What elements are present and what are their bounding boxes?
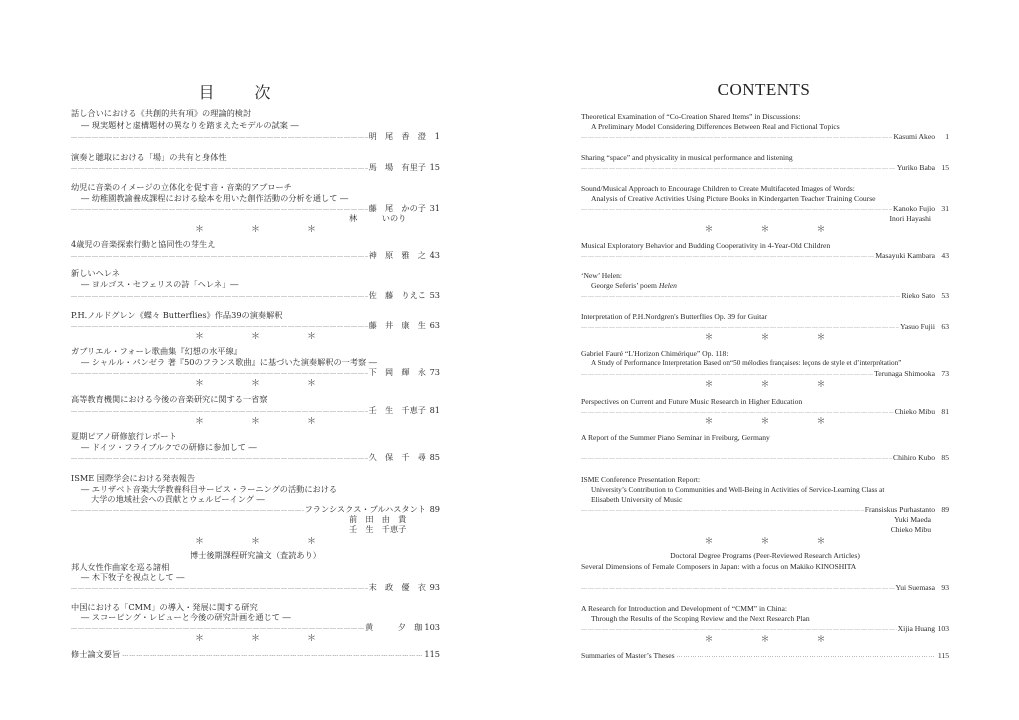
toc-entry-leader: [581, 250, 949, 261]
toc-author: 佐 藤 りえこ: [368, 290, 426, 300]
toc-entry-leader: [581, 368, 949, 379]
toc-subtitle: ― スコーピング・レビューと今後の研究計画を通じて ―: [81, 612, 291, 622]
toc-subtitle: ― ドイツ・フライブルクでの研修に参加して ―: [81, 442, 257, 452]
dot-leader: [677, 651, 935, 661]
star-glyph: ＊: [250, 537, 260, 547]
star-glyph: ＊: [194, 332, 204, 342]
toc-title[interactable]: Sound/Musical Approach to Encourage Children to Create Multifaceted Images of Words:: [581, 184, 855, 193]
section-separator: [71, 378, 440, 390]
star-glyph: ＊: [250, 634, 260, 644]
toc-subtitle: Through the Results of the Scoping Review and the Next Research Plan: [591, 614, 810, 623]
toc-subtitle: ― ヨルゴス・セフェリスの詩「ヘレネ」―: [81, 279, 239, 289]
toc-author-second: 前 田 由 貴: [349, 514, 407, 524]
toc-author: 藤 井 康 生: [368, 320, 426, 330]
toc-page-number: 89: [429, 504, 440, 514]
toc-title[interactable]: 高等教育機関における今後の音楽研究に関する一省察: [71, 394, 268, 404]
star-glyph: ＊: [306, 225, 316, 235]
section-separator: [581, 379, 949, 391]
toc-title: 修士論文要旨: [71, 649, 121, 659]
toc-author: Yuriko Baba: [896, 163, 935, 172]
toc-entry-leader: [71, 582, 440, 593]
dot-leader: [71, 321, 368, 331]
star-glyph: ＊: [306, 379, 316, 389]
toc-author: 久 保 千 尋: [368, 452, 426, 462]
toc-author: Yui Suemasa: [895, 583, 935, 592]
toc-entry-leader: [581, 452, 949, 463]
star-glyph: ＊: [816, 225, 826, 235]
toc-title[interactable]: ガブリエル・フォーレ歌曲集『幻想の水平線』: [71, 346, 242, 356]
toc-entry-leader[interactable]: [71, 649, 440, 660]
japanese-contents-page: [0, 0, 509, 720]
toc-title[interactable]: ‘New’ Helen:: [581, 271, 622, 280]
dot-leader: [581, 251, 874, 261]
toc-page-number: 115: [937, 651, 949, 660]
toc-entry-leader: [581, 321, 949, 332]
dot-leader: [581, 163, 896, 173]
toc-author: Kanoko Fujio: [893, 204, 935, 213]
star-glyph: ＊: [194, 537, 204, 547]
section-separator: [71, 331, 440, 343]
section-separator: [581, 224, 949, 236]
toc-title[interactable]: Sharing “space” and physicality in musical performance and listening: [581, 153, 793, 162]
toc-page-number: 93: [941, 583, 949, 592]
toc-title[interactable]: 夏期ピアノ研修旅行レポート: [71, 431, 177, 441]
toc-page-number: 81: [941, 407, 949, 416]
toc-page-number: 43: [429, 250, 440, 260]
dot-leader: [71, 204, 368, 214]
star-glyph: ＊: [760, 380, 770, 390]
section-separator: [581, 634, 949, 646]
toc-page-number: 63: [429, 320, 440, 330]
toc-author-third: Chieko Mibu: [890, 525, 931, 534]
toc-author: Chihiro Kubo: [893, 453, 935, 462]
toc-subtitle: Analysis of Creative Activities Using Picture Books in Kindergarten Teacher Training Course: [591, 194, 876, 203]
dot-leader: [71, 291, 368, 301]
toc-page-number: 1: [945, 132, 949, 141]
star-glyph: ＊: [760, 417, 770, 427]
toc-author: 馬 場 有里子: [368, 162, 426, 172]
toc-title[interactable]: 邦人女性作曲家を巡る諸相: [71, 562, 170, 572]
section-separator: [71, 633, 440, 645]
section-separator: [581, 416, 949, 428]
star-glyph: ＊: [250, 417, 260, 427]
dot-leader: [122, 650, 422, 660]
dot-leader: [71, 406, 368, 416]
section-heading: 博士後期課程研究論文（査読あり）: [189, 550, 321, 560]
toc-page-number: 53: [429, 290, 440, 300]
toc-title[interactable]: Gabriel Fauré “L'Horizon Chimérique” Op. 118:: [581, 349, 729, 358]
toc-title[interactable]: P.H.ノルドグレン《蝶々 Butterflies》作品39の演奏解釈: [71, 310, 283, 320]
toc-author: 黄 夕 珈: [365, 622, 423, 632]
toc-title[interactable]: A Report of the Summer Piano Seminar in Freiburg, Germany: [581, 433, 770, 442]
toc-entry-leader: [581, 623, 949, 634]
toc-page-number: 15: [429, 162, 440, 172]
star-glyph: ＊: [760, 537, 770, 547]
star-glyph: ＊: [704, 380, 714, 390]
star-glyph: ＊: [194, 417, 204, 427]
toc-page-number: 73: [941, 369, 949, 378]
toc-subtitle: ― エリザベト音楽大学教養科目サービス・ラーニングの活動における: [81, 484, 338, 494]
dot-leader: [581, 624, 897, 634]
toc-author: 神 原 雅 之: [368, 250, 426, 260]
section-separator: [71, 416, 440, 428]
star-glyph: ＊: [816, 333, 826, 343]
star-glyph: ＊: [704, 225, 714, 235]
toc-subtitle-continued: 大学の地域社会への貢献とウェルビーイング ―: [91, 494, 265, 504]
toc-title[interactable]: Theoretical Examination of “Co-Creation Shared Items” in Discussions:: [581, 112, 801, 121]
toc-author: 壬 生 千恵子: [368, 405, 426, 415]
section-separator: [581, 332, 949, 344]
dot-leader: [581, 132, 892, 142]
dot-leader: [581, 322, 899, 332]
toc-subtitle: ― 現実題材と虚構題材の異なりを踏まえたモデルの試案 ―: [81, 120, 299, 130]
toc-title[interactable]: Several Dimensions of Female Composers in Japan: with a focus on Makiko KINOSHITA: [581, 562, 857, 571]
toc-author: Terunaga Shimooka: [874, 369, 935, 378]
dot-leader: [71, 505, 304, 515]
page-title: 目次: [198, 83, 311, 102]
toc-entry-leader[interactable]: [581, 650, 949, 661]
toc-entry-leader: [71, 367, 440, 378]
star-glyph: ＊: [250, 332, 260, 342]
toc-title[interactable]: Interpretation of P.H.Nordgren's Butterflies Op. 39 for Guitar: [581, 312, 768, 321]
toc-entry-leader: [71, 290, 440, 301]
toc-page-number: 31: [429, 203, 440, 213]
toc-entry-leader: [581, 131, 949, 142]
toc-author-second: 林 いのり: [349, 213, 407, 223]
toc-author: Rieko Sato: [901, 291, 935, 300]
toc-title[interactable]: ISME 国際学会における発表報告: [71, 473, 196, 483]
dot-leader: [71, 163, 368, 173]
toc-subtitle: ― 木下牧子を視点として ―: [81, 572, 185, 582]
toc-page-number: 93: [429, 582, 440, 592]
star-glyph: ＊: [816, 417, 826, 427]
dot-leader: [581, 291, 900, 301]
star-glyph: ＊: [704, 537, 714, 547]
toc-entry-leader: [581, 582, 949, 593]
toc-page-number: 63: [941, 322, 949, 331]
toc-title[interactable]: Perspectives on Current and Future Music Research in Higher Education: [581, 397, 803, 406]
star-glyph: ＊: [816, 380, 826, 390]
star-glyph: ＊: [306, 332, 316, 342]
toc-page-number: 85: [941, 453, 949, 462]
toc-author: 下 岡 輝 永: [368, 367, 426, 377]
toc-title[interactable]: 話し合いにおける《共創的共有項》の理論的検討: [71, 108, 252, 118]
toc-page-number: 89: [941, 505, 949, 514]
toc-entry-leader: [71, 622, 440, 633]
toc-page-number: 85: [429, 452, 440, 462]
toc-entry-leader: [71, 452, 440, 463]
toc-entry-leader: [71, 131, 440, 142]
toc-subtitle: A Study of Performance Interpretation Based on“50 mélodies françaises: leçons de style et d’interprétation”: [591, 359, 902, 367]
toc-page-number: 31: [941, 204, 949, 213]
toc-author: 明 尾 香 澄: [368, 131, 426, 141]
toc-subtitle: A Preliminary Model Considering Differences Between Real and Fictional Topics: [591, 122, 840, 131]
star-glyph: ＊: [194, 225, 204, 235]
dot-leader: [581, 453, 892, 463]
star-glyph: ＊: [760, 333, 770, 343]
toc-subtitle: ― シャルル・パンゼラ 著『50のフランス歌曲』に基づいた演奏解釈の一考察 ―: [81, 357, 377, 367]
toc-title: Summaries of Master’s Theses: [581, 651, 675, 660]
toc-entry-leader: [581, 290, 949, 301]
toc-entry-leader: [71, 405, 440, 416]
toc-entry-leader: [71, 162, 440, 173]
toc-author: 藤 尾 かの子: [368, 203, 426, 213]
star-glyph: ＊: [704, 417, 714, 427]
english-contents-page: [509, 0, 1019, 720]
star-glyph: ＊: [306, 417, 316, 427]
toc-page-number: 115: [424, 649, 440, 659]
section-heading: Doctoral Degree Programs (Peer-Reviewed Research Articles): [670, 551, 860, 560]
toc-subtitle-continued: Elisabeth University of Music: [591, 495, 683, 504]
star-glyph: ＊: [194, 379, 204, 389]
star-glyph: ＊: [760, 635, 770, 645]
toc-entry-leader: [71, 320, 440, 331]
toc-page-number: 81: [429, 405, 440, 415]
toc-author: Fransiskus Purhastanto: [864, 505, 935, 514]
toc-author-second: Yuki Maeda: [894, 515, 931, 524]
star-glyph: ＊: [704, 635, 714, 645]
star-glyph: ＊: [816, 537, 826, 547]
star-glyph: ＊: [250, 379, 260, 389]
toc-author-second: Inori Hayashi: [889, 214, 931, 223]
dot-leader: [581, 369, 873, 379]
dot-leader: [71, 623, 364, 633]
toc-page-number: 103: [937, 624, 949, 633]
toc-author: Chieko Mibu: [894, 407, 935, 416]
toc-author: 末 政 優 衣: [368, 582, 426, 592]
toc-page-number: 53: [941, 291, 949, 300]
dot-leader: [581, 583, 895, 593]
toc-page-number: 103: [424, 622, 440, 632]
toc-subtitle-text: George Seferis’ poem: [591, 281, 657, 290]
toc-page-number: 43: [941, 251, 949, 260]
star-glyph: ＊: [250, 225, 260, 235]
star-glyph: ＊: [306, 634, 316, 644]
dot-leader: [71, 132, 368, 142]
toc-title[interactable]: 演奏と聴取における「場」の共有と身体性: [71, 152, 227, 162]
section-separator: [71, 536, 440, 548]
toc-author: Masayuki Kambara: [875, 251, 935, 260]
toc-subtitle: ― 幼稚園教諭養成課程における絵本を用いた創作活動の分析を通して ―: [81, 193, 349, 203]
toc-page-number: 15: [941, 163, 949, 172]
page-title: CONTENTS: [717, 80, 811, 99]
star-glyph: ＊: [194, 634, 204, 644]
dot-leader: [71, 368, 368, 378]
dot-leader: [71, 453, 368, 463]
star-glyph: ＊: [760, 225, 770, 235]
toc-author: フランシスクス・プルハスタント: [304, 504, 426, 514]
toc-title[interactable]: Musical Exploratory Behavior and Budding Cooperativity in 4-Year-Old Children: [581, 241, 831, 250]
toc-author-third: 壬 生 千恵子: [349, 524, 407, 534]
toc-title[interactable]: 4歳児の音楽探索行動と協同性の芽生え: [71, 239, 216, 249]
toc-title[interactable]: A Research for Introduction and Development of “CMM” in China:: [581, 604, 788, 613]
star-glyph: ＊: [816, 635, 826, 645]
toc-subtitle-italic: Helen: [658, 281, 677, 290]
section-separator: [581, 536, 949, 548]
star-glyph: ＊: [704, 333, 714, 343]
toc-page-number: 1: [434, 131, 440, 141]
toc-entry-leader: [71, 250, 440, 261]
dot-leader: [71, 583, 368, 593]
toc-author: Xijia Huang: [897, 624, 935, 633]
dot-leader: [71, 251, 368, 261]
star-glyph: ＊: [306, 537, 316, 547]
toc-title[interactable]: 新しいヘレネ: [71, 268, 120, 278]
toc-entry-leader: [581, 162, 949, 173]
toc-page-number: 73: [429, 367, 440, 377]
toc-title[interactable]: 中国における「CMM」の導入・発展に関する研究: [71, 602, 258, 612]
toc-title[interactable]: ISME Conference Presentation Report:: [581, 475, 701, 484]
section-separator: [71, 224, 440, 236]
toc-author: Yasuo Fujii: [900, 322, 935, 331]
toc-title[interactable]: 幼児に音楽のイメージの立体化を促す音・音楽的アプローチ: [71, 182, 292, 192]
toc-author: Kasumi Akeo: [893, 132, 935, 141]
toc-subtitle: University’s Contribution to Communities and Well-Being in Activities of Service-Learning Class at: [591, 485, 885, 494]
